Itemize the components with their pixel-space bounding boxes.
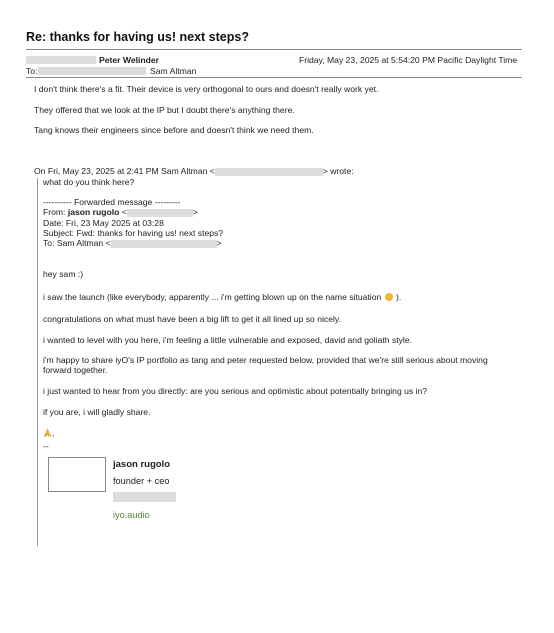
- signature-name: jason rugolo: [113, 459, 170, 470]
- forward-header: ---------- Forwarded message ---------: [43, 197, 181, 207]
- recipient-email-redaction: [38, 67, 146, 75]
- email-date: Friday, May 23, 2025 at 5:54:20 PM Pacific Daylight Time: [299, 55, 518, 65]
- forwarded-paragraph-1: [43, 292, 401, 302]
- forwarded-paragraph-2: congratulations on what must have been a big lift to get it all lined up so nicely.: [43, 314, 341, 324]
- body-paragraph-2: They offered that we look at the IP but I doubt there's anything there.: [34, 105, 295, 115]
- forwarded-greeting: hey sam :): [43, 269, 84, 279]
- email-subject: Re: thanks for having us! next steps?: [26, 30, 249, 44]
- to-label: To:: [26, 66, 38, 76]
- quote-intro-suffix: > wrote:: [322, 166, 354, 176]
- signature-title: founder + ceo: [113, 476, 170, 486]
- header-divider-top: [26, 49, 522, 50]
- forward-from-name: jason rugolo: [67, 207, 120, 217]
- body-paragraph-3: Tang knows their engineers since before and doesn't think we need them.: [34, 125, 314, 135]
- forward-from-label: From:: [43, 207, 68, 217]
- forwarded-paragraph-6: if you are, i will gladly share.: [43, 407, 151, 417]
- forward-date: Date: Fri, 23 May 2025 at 03:28: [43, 218, 164, 228]
- forward-from-close: >: [192, 207, 198, 217]
- sender-name: Peter Welinder: [99, 55, 160, 65]
- sign-off: [43, 428, 54, 438]
- forwarded-paragraph-4-line-2: forward together.: [43, 365, 108, 375]
- forward-subject: Subject: Fwd: thanks for having us! next steps?: [43, 228, 224, 238]
- quote-bar: [37, 178, 38, 546]
- forwarded-paragraph-1-end: ).: [396, 292, 402, 302]
- signature-website-link[interactable]: iyo.audio: [113, 510, 150, 520]
- grinning-sweat-face-icon: [385, 293, 393, 301]
- forward-to-prefix: To: Sam Altman <: [43, 238, 111, 248]
- header-divider-bottom: [26, 77, 522, 78]
- body-paragraph-1: I don't think there's a fit. Their device is very orthogonal to ours and doesn't really work yet.: [34, 84, 379, 94]
- forwarded-paragraph-3: i wanted to level with you here, i'm feeling a little vulnerable and exposed, david and goliath style.: [43, 335, 413, 345]
- sign-off-comma: ,: [52, 428, 55, 438]
- forwarded-paragraph-1-text: i saw the launch (like everybody, apparently ... i'm getting blown up on the name situation: [43, 292, 382, 302]
- sender-email-redaction: [26, 56, 96, 64]
- quoted-question: what do you think here?: [43, 177, 135, 187]
- quote-email-redaction: [215, 168, 323, 176]
- forward-to: [43, 238, 222, 248]
- signature-contact-redaction: [113, 492, 176, 502]
- folded-hands-icon: [43, 428, 55, 438]
- forward-to-close: >: [216, 238, 222, 248]
- signature-logo-placeholder: [48, 457, 106, 492]
- forward-from: [43, 207, 198, 217]
- forwarded-paragraph-5: i just wanted to hear from you directly: are you serious and optimistic about potentially bringing us in?: [43, 386, 428, 396]
- signature-separator: --: [43, 441, 49, 451]
- recipient-name: Sam Altman: [150, 66, 197, 76]
- quote-intro-prefix: On Fri, May 23, 2025 at 2:41 PM Sam Altman <: [34, 166, 215, 176]
- forward-from-email-redaction: [127, 209, 193, 217]
- quote-intro: [34, 166, 354, 176]
- forward-from-open: <: [119, 207, 127, 217]
- forward-to-email-redaction: [111, 240, 217, 248]
- forwarded-paragraph-4-line-1: i'm happy to share iyO's IP portfolio as tang and peter requested below, provided that we're still serious about moving: [43, 355, 488, 365]
